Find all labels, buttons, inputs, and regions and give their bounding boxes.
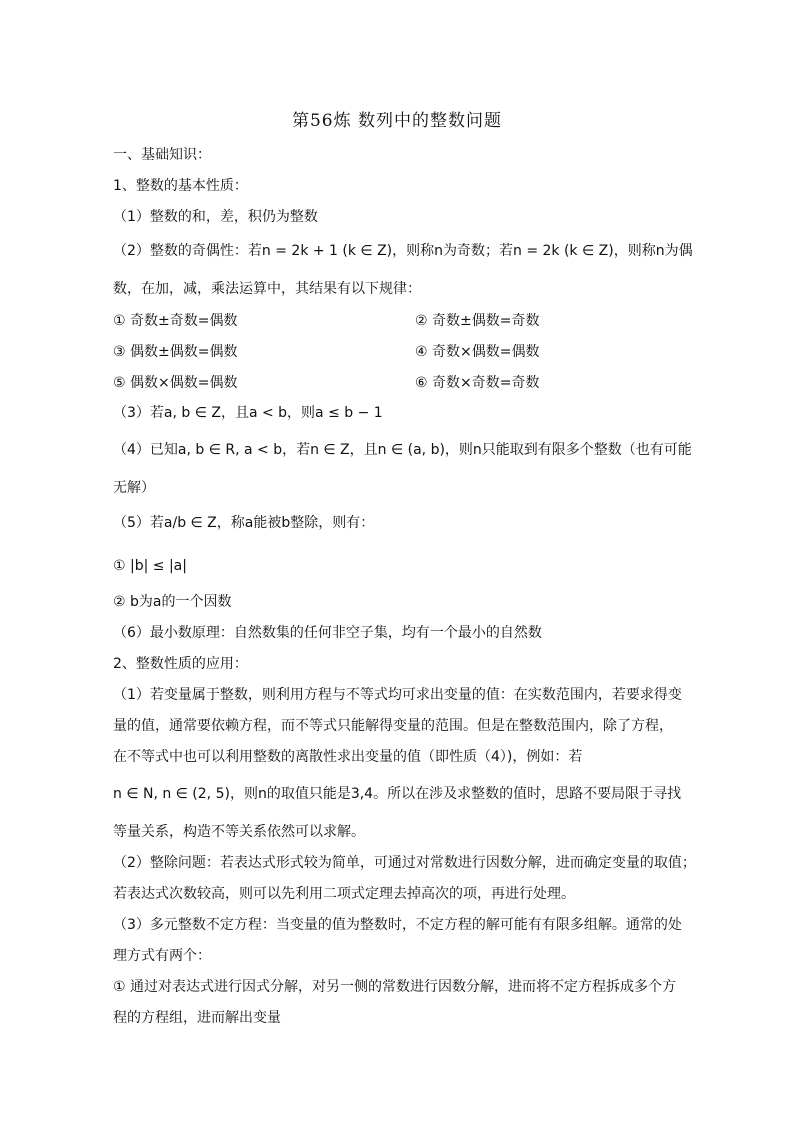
rule-3: ③ 偶数±偶数=偶数 (113, 344, 238, 360)
rule-1: ① 奇数±奇数=偶数 (113, 313, 238, 329)
property-2-continued: 数，在加，减，乘法运算中，其结果有以下规律： (113, 281, 421, 297)
section-heading: 一、基础知识： (113, 147, 211, 163)
property-4-continued: 无解） (113, 480, 155, 496)
application-1-line-5: 等量关系，构造不等关系依然可以求解。 (113, 824, 365, 840)
application-3: （3）多元整数不定方程：当变量的值为整数时，不定方程的解可能有有限多组解。通常的处 (113, 917, 682, 933)
subsection-heading: 1、整数的基本性质： (113, 178, 248, 194)
application-2-line-2: 若表达式次数较高，则可以先利用二项式定理去掉高次的项，再进行处理。 (113, 886, 575, 902)
property-5-item-2: ② b为a的一个因数 (113, 594, 232, 610)
property-2: （2）整数的奇偶性：若n = 2k + 1 (k ∈ Z)，则称n为奇数；若n = 2k (k ∈ Z)，则称n为偶 (113, 243, 693, 259)
rule-5: ⑤ 偶数×偶数=偶数 (113, 375, 238, 391)
property-6: （6）最小数原理：自然数集的任何非空子集，均有一个最小的自然数 (113, 625, 542, 641)
application-3-line-2: 理方式有两个： (113, 948, 211, 964)
property-3: （3）若a, b ∈ Z，且a < b，则a ≤ b − 1 (113, 405, 383, 421)
subsection-heading-2: 2、整数性质的应用： (113, 656, 248, 672)
rule-6: ⑥ 奇数×奇数=奇数 (415, 375, 540, 391)
application-2: （2）整除问题：若表达式形式较为简单，可通过对常数进行因数分解，进而确定变量的取值； (113, 855, 696, 871)
application-1-line-4: n ∈ N, n ∈ (2, 5)，则n的取值只能是3,4。所以在涉及求整数的值时，思路不要局限于寻找 (113, 786, 682, 802)
application-1-line-3: 在不等式中也可以利用整数的离散性求出变量的值（即性质（4）)，例如：若 (113, 749, 583, 765)
application-3-item-1-continued: 程的方程组，进而解出变量 (113, 1010, 281, 1026)
rule-2: ② 奇数±偶数=奇数 (415, 313, 540, 329)
property-5-item-1: ① |b| ≤ |a| (113, 558, 187, 574)
rule-4: ④ 奇数×偶数=偶数 (415, 344, 540, 360)
page-title: 第56炼 数列中的整数问题 (291, 111, 503, 131)
property-5: （5）若a/b ∈ Z，称a能被b整除，则有： (113, 515, 375, 531)
application-1: （1）若变量属于整数，则利用方程与不等式均可求出变量的值：在实数范围内，若要求得变 (113, 687, 682, 703)
application-3-item-1: ① 通过对表达式进行因式分解，对另一侧的常数进行因数分解，进而将不定方程拆成多个方 (113, 979, 676, 995)
property-1: （1）整数的和，差，积仍为整数 (113, 209, 318, 225)
application-1-line-2: 量的值，通常要依赖方程，而不等式只能解得变量的范围。但是在整数范围内，除了方程， (113, 718, 673, 734)
property-4: （4）已知a, b ∈ R, a < b，若n ∈ Z，且n ∈ (a, b)，则n只能取到有限多个整数（也有可能 (113, 442, 692, 458)
